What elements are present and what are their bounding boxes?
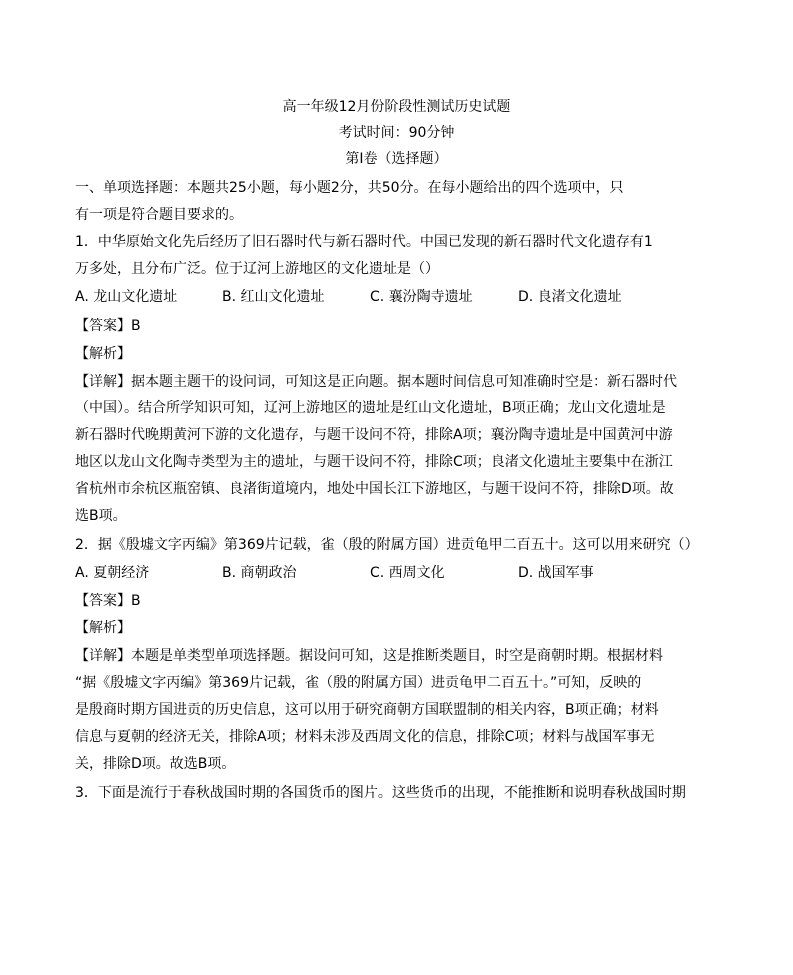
q2-detail-line: 关，排除D项。故选B项。 — [75, 756, 236, 772]
instructions-line-2: 有一项是符合题目要求的。 — [75, 207, 243, 223]
q2-detail-line: 信息与夏朝的经济无关，排除A项；材料未涉及西周文化的信息，排除C项；材料与战国军事无 — [75, 729, 655, 745]
q1-detail-line: 新石器时代晚期黄河下游的文化遗存，与题干设问不符，排除A项；襄汾陶寺遗址是中国黄河中游 — [75, 427, 673, 443]
q1-detail-line: 地区以龙山文化陶寺类型为主的遗址，与题干设问不符，排除C项；良渚文化遗址主要集中在浙江 — [75, 454, 673, 470]
q2-option-c: C. 西周文化 — [370, 565, 445, 581]
q2-option-d: D. 战国军事 — [518, 565, 594, 581]
q1-detail-line: （中国）。结合所学知识可知，辽河上游地区的遗址是红山文化遗址，B项正确；龙山文化遗址是 — [75, 400, 666, 416]
q2-analysis-label: 【解析】 — [75, 620, 131, 636]
exam-time: 考试时间：90分钟 — [338, 125, 455, 141]
q2-option-a: A. 夏朝经济 — [75, 565, 150, 581]
instructions-line-1: 一、单项选择题：本题共25小题，每小题2分，共50分。在每小题给出的四个选项中，只 — [75, 180, 624, 196]
q2-option-b: B. 商朝政治 — [222, 565, 297, 581]
volume-label: 第I卷（选择题） — [345, 151, 448, 167]
q2-stem-line-1: 2．据《殷墟文字丙编》第369片记载，雀（殷的附属方国）进贡龟甲二百五十。这可以用来研究（） — [75, 537, 699, 553]
q1-stem-line-2: 万多处，且分布广泛。位于辽河上游地区的文化遗址是（） — [75, 261, 439, 277]
q2-detail-line: “据《殷墟文字丙编》第369片记载，雀（殷的附属方国）进贡龟甲二百五十。”可知，反映的 — [75, 675, 642, 691]
q1-detail-line: 【详解】据本题主题干的设问词，可知这是正向题。据本题时间信息可知准确时空是：新石器时代 — [75, 374, 677, 390]
q1-option-c: C. 襄汾陶寺遗址 — [370, 289, 473, 305]
q2-detail-line: 是殷商时期方国进贡的历史信息，这可以用于研究商朝方国联盟制的相关内容，B项正确；材料 — [75, 702, 659, 718]
q1-option-a: A. 龙山文化遗址 — [75, 289, 178, 305]
q1-stem-line-1: 1．中华原始文化先后经历了旧石器时代与新石器时代。中国已发现的新石器时代文化遗存有1 — [75, 234, 653, 250]
q1-answer: 【答案】B — [75, 318, 141, 334]
q1-option-d: D. 良渚文化遗址 — [518, 289, 622, 305]
exam-title: 高一年级12月份阶段性测试历史试题 — [282, 99, 511, 115]
q1-detail-line: 省杭州市余杭区瓶窑镇、良渚街道境内，地处中国长江下游地区，与题干设问不符，排除D项。故 — [75, 481, 674, 497]
q2-detail-line: 【详解】本题是单类型单项选择题。据设问可知，这是推断类题目，时空是商朝时期。根据材料 — [75, 648, 663, 664]
q1-option-b: B. 红山文化遗址 — [222, 289, 325, 305]
q2-answer: 【答案】B — [75, 593, 141, 609]
q1-detail-line: 选B项。 — [75, 508, 127, 524]
q1-analysis-label: 【解析】 — [75, 346, 131, 362]
q3-stem-line-1: 3．下面是流行于春秋战国时期的各国货币的图片。这些货币的出现，不能推断和说明春秋战国时期 — [75, 785, 686, 801]
